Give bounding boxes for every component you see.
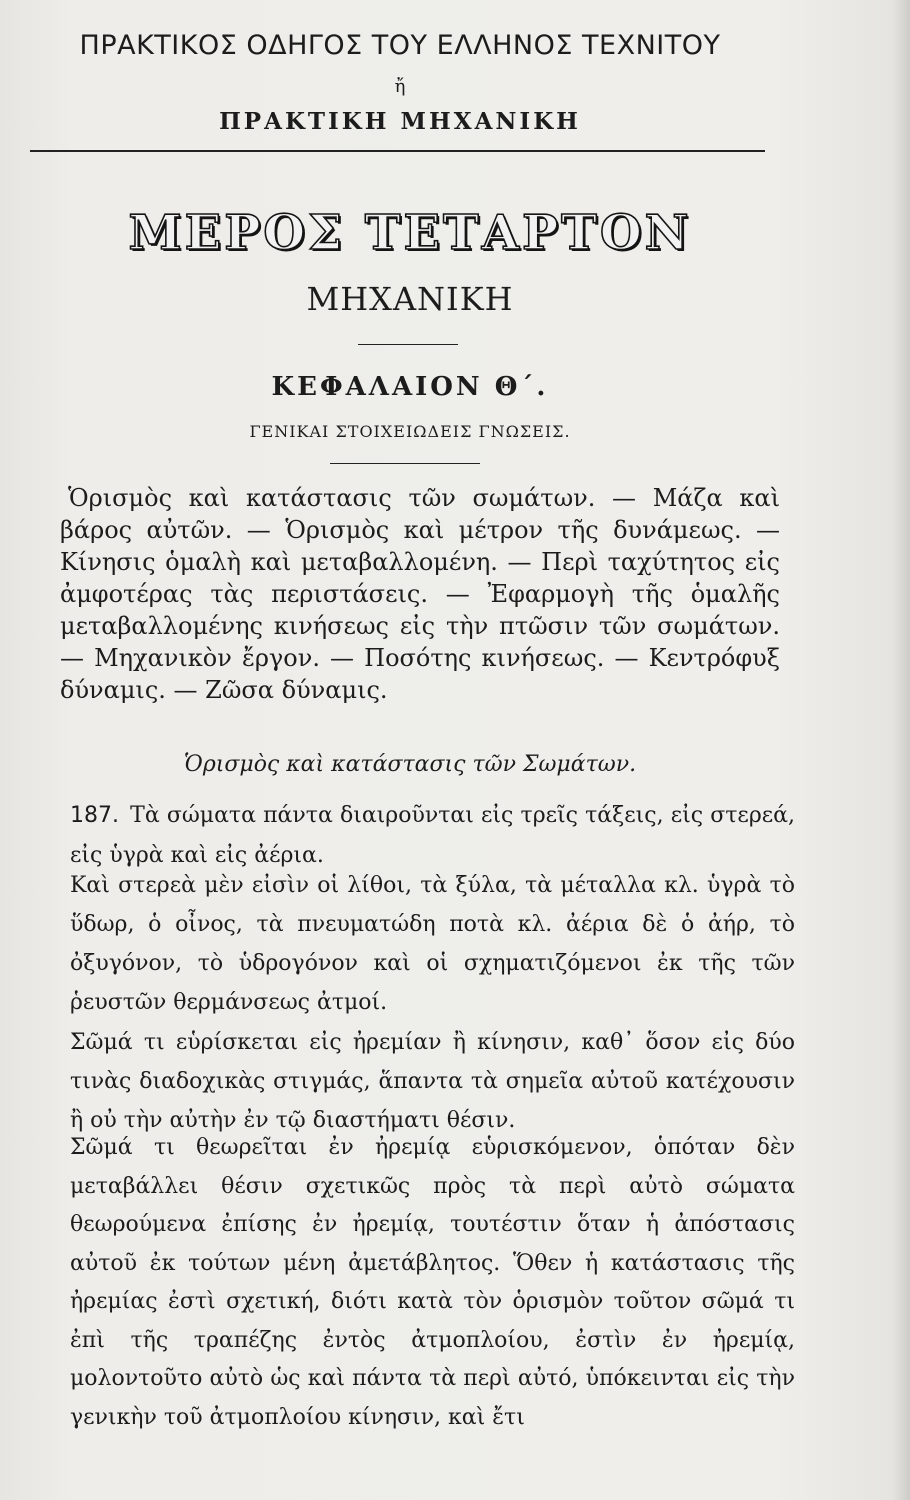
book-subtitle: ΠΡΑΚΤΙΚΗ ΜΗΧΑΝΙΚΗ <box>219 108 581 135</box>
chapter-divider <box>330 463 480 464</box>
paragraph-187 <box>70 796 795 876</box>
paragraph-text: Τὰ σώματα πάντα διαιροῦνται εἰς τρεῖς τάξεις, εἰς στερεά, εἰς ὑγρὰ καὶ εἰς ἀέρια. <box>70 803 796 868</box>
paragraph-number: 187. <box>70 803 119 828</box>
part-subtitle: ΜΗΧΑΝΙΚΗ <box>306 280 514 318</box>
paragraph: Σῶμά τι θεωρεῖται ἐν ἠρεμίᾳ εὑρισκόμενον, ὁπόταν δὲν μεταβάλλει θέσιν σχετικῶς πρὸς τὰ περὶ αὐτὸ σώματα θεωρούμενα ἐπίσης ἐν ἠρεμίᾳ, τουτέστιν ὅταν ἡ ἀπόστασις αὐτοῦ ἐκ τούτων μένη ἀμετάβλητος. Ὅθεν ἡ κατάστασις τῆς ἠρεμίας ἐστὶ σχετική, διότι κατὰ τὸν ὁρισμὸν τοῦτον σῶμά τι ἐπὶ τῆς τραπέζης ἐντὸς ἀτμοπλοίου, ἐστὶν ἐν ἠρεμίᾳ, μολοντοῦτο αὐτὸ ὡς καὶ πάντα τὰ περὶ αὐτό, ὑπόκεινται εἰς τὴν γενικὴν τοῦ ἀτμοπλοίου κίνησιν, καὶ ἔτι <box>70 1135 795 1430</box>
chapter-subtitle: ΓΕΝΙΚΑΙ ΣΤΟΙΧΕΙΩΔΕΙΣ ΓΝΩΣΕΙΣ. <box>249 422 571 441</box>
header-rule <box>30 150 765 152</box>
page-edge-shadow <box>892 0 910 1500</box>
section-heading: Ὁρισμὸς καὶ κατάστασις τῶν Σωμάτων. <box>183 752 637 777</box>
paragraph: Καὶ στερεὰ μὲν εἰσὶν οἱ λίθοι, τὰ ξύλα, τὰ μέταλλα κλ. ὑγρὰ τὸ ὕδωρ, ὁ οἶνος, τὰ πνευματώδη ποτὰ κλ. ἀέρια δὲ ὁ ἀήρ, τὸ ὀξυγόνον, τὸ ὑδρογόνον καὶ οἱ σχηματιζόμενοι ἐκ τῆς τῶν ῥευστῶν θερμάνσεως ἀτμοί. <box>70 873 795 1015</box>
chapter-summary: Ὁρισμὸς καὶ κατάστασις τῶν σωμάτων. — Μάζα καὶ βάρος αὐτῶν. — Ὁρισμὸς καὶ μέτρον τῆς δυνάμεως. — Κίνησις ὁμαλὴ καὶ μεταβαλλομένη. — Περὶ ταχύτητος εἰς ἀμφοτέρας τὰς περιστάσεις. — Ἐφαρμογὴ τῆς ὁμαλῆς μεταβαλλομένης κινήσεως εἰς τὴν πτῶσιν τῶν σωμάτων. — Μηχανικὸν ἔργον. — Ποσότης κινήσεως. — Κεντρόφυξ δύναμις. — Ζῶσα δύναμις. <box>60 484 780 704</box>
paragraph: Σῶμά τι εὑρίσκεται εἰς ἠρεμίαν ἢ κίνησιν, καθ᾽ ὅσον εἰς δύο τινὰς διαδοχικὰς στιγμάς, ἅπαντα τὰ σημεῖα αὐτοῦ κατέχουσιν ἢ οὐ τὴν αὐτὴν ἐν τῷ διαστήματι θέσιν. <box>70 1030 795 1133</box>
chapter-title: ΚΕΦΑΛΑΙΟΝ Θ΄. <box>271 372 549 402</box>
running-title: ΠΡΑΚΤΙΚΟΣ ΟΔΗΓΟΣ ΤΟΥ ΕΛΛΗΝΟΣ ΤΕΧΝΙΤΟΥ <box>79 30 721 61</box>
part-title: ΜΕΡΟΣ ΤΕΤΑΡΤΟΝ <box>128 205 692 261</box>
part-divider <box>358 344 458 345</box>
conjunction: ἤ <box>394 76 406 97</box>
